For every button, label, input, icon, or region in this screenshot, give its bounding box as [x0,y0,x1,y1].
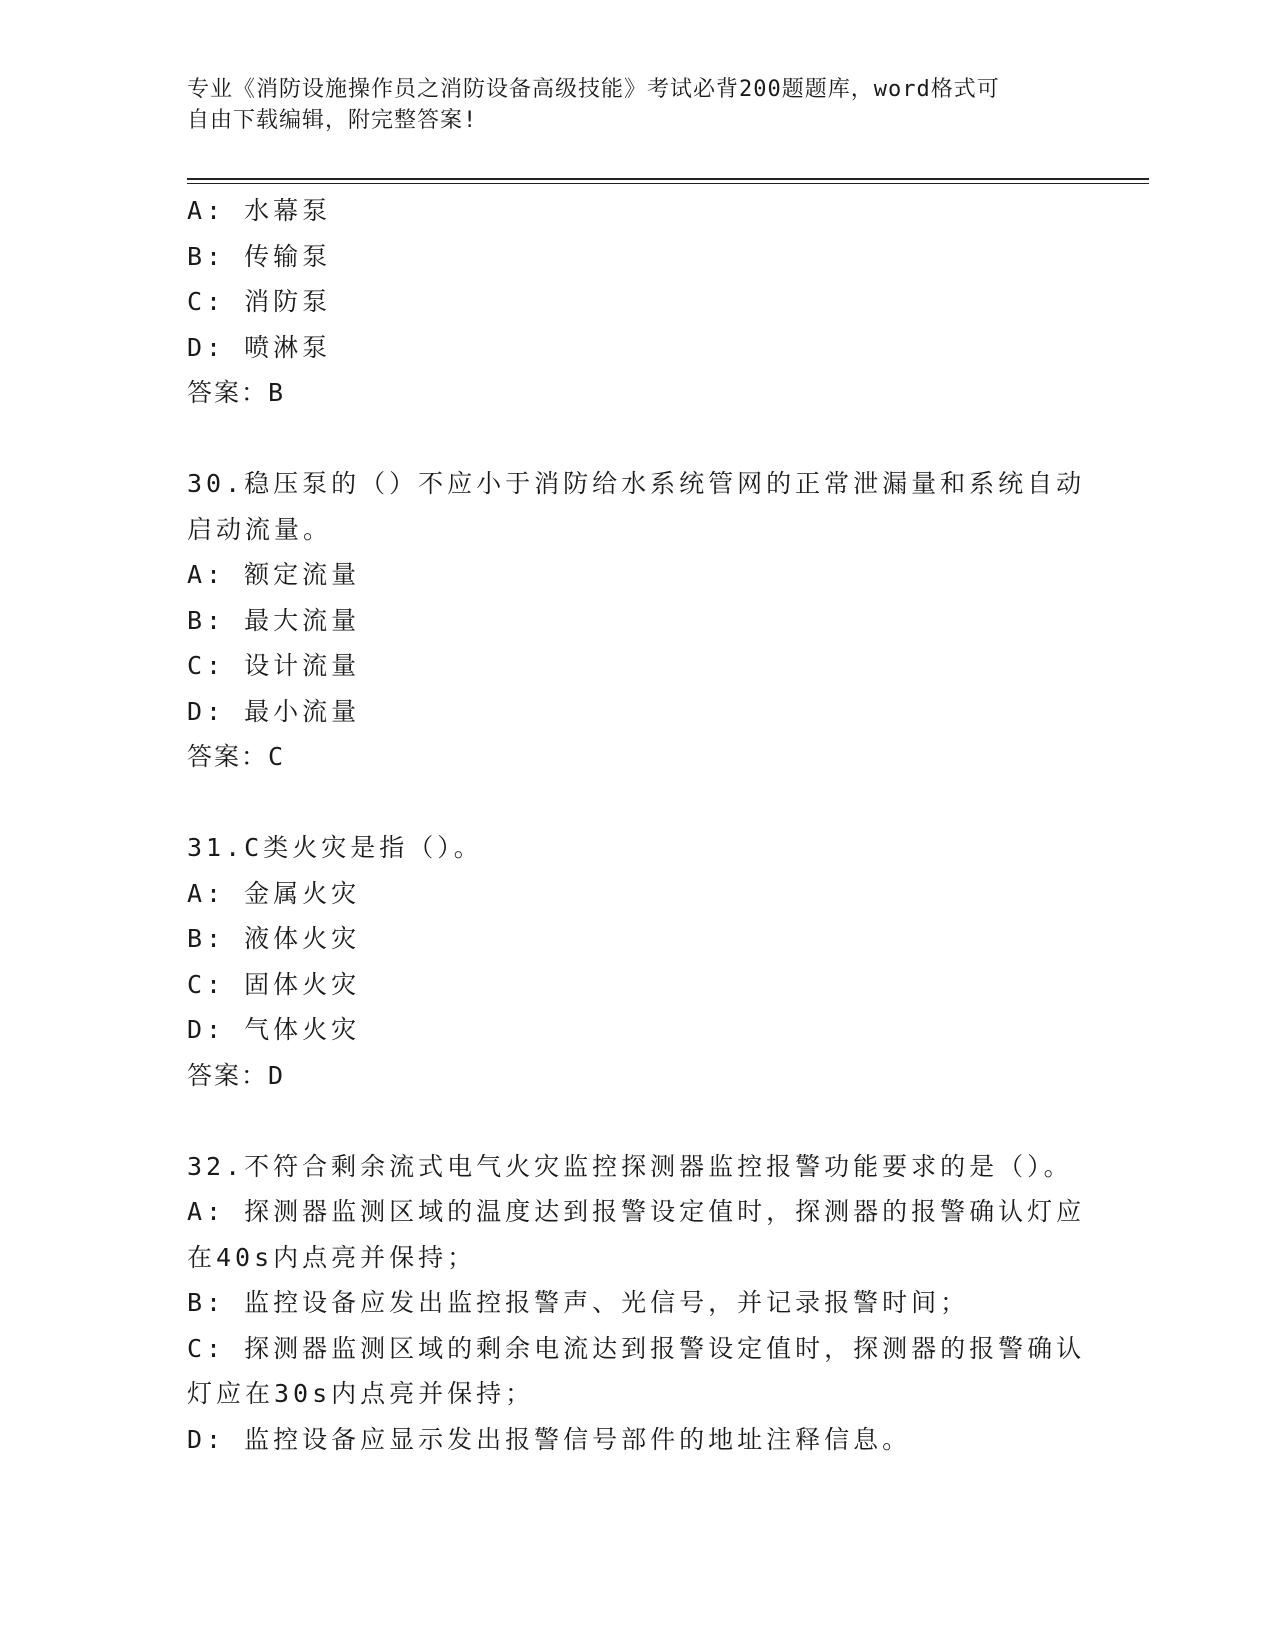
option-c: C: 固体火灾 [187,969,361,999]
header-line-2: 自由下载编辑，附完整答案! [187,108,478,133]
answer-value: D [268,1060,286,1090]
answer-label: 答案： [187,742,269,771]
answer-value: C [268,742,286,771]
option-a: A: 探测器监测区域的温度达到报警设定值时，探测器的报警确认灯应 [187,1197,1086,1226]
answer-line [187,1053,1067,1099]
option-d: D: 喷淋泵 [187,332,332,362]
question-32 [187,1144,1086,1463]
answer-label: 答案： [187,378,269,407]
option-d: D: 最小流量 [187,696,361,726]
option-c: C: 消防泵 [187,287,332,316]
question-stem: 31.C类火灾是指（）。 [187,833,483,862]
header-divider-thick [187,178,1149,180]
answer-line [187,734,1067,780]
spacer [187,1098,1067,1144]
question-30 [187,461,1086,780]
option-a-cont: 在40s内点亮并保持； [187,1242,477,1272]
option-a: A: 金属火灾 [187,878,361,908]
option-c-cont: 灯应在30s内点亮并保持； [187,1379,535,1408]
option-b: B: 监控设备应发出监控报警声、光信号，并记录报警时间； [187,1288,970,1317]
option-d: D: 气体火灾 [187,1015,361,1044]
spacer [187,780,1067,826]
document-header [187,74,1067,136]
question-31 [187,825,1067,1098]
answer-line [187,370,1067,416]
header-divider-thin [187,183,1149,184]
question-content [187,188,1086,1462]
answer-value: B [268,378,286,407]
option-a: A: 额定流量 [187,560,361,589]
option-c: C: 设计流量 [187,651,361,680]
option-c: C: 探测器监测区域的剩余电流达到报警设定值时，探测器的报警确认 [187,1333,1086,1363]
question-stem: 32.不符合剩余流式电气火灾监控探测器监控报警功能要求的是（）。 [187,1151,1073,1181]
answer-label: 答案： [187,1060,269,1090]
option-d: D: 监控设备应显示发出报警信号部件的地址注释信息。 [187,1424,912,1454]
option-b: B: 液体火灾 [187,924,361,953]
option-b: B: 传输泵 [187,241,332,271]
question-stem-cont: 启动流量。 [187,514,333,544]
question-stem: 30.稳压泵的（）不应小于消防给水系统管网的正常泄漏量和系统自动 [187,469,1086,498]
spacer [187,416,1067,462]
header-line-1: 专业《消防设施操作员之消防设备高级技能》考试必背200题题库，word格式可 [187,77,1000,102]
option-a: A: 水幕泵 [187,196,332,225]
question-29 [187,188,1067,416]
option-b: B: 最大流量 [187,605,361,635]
